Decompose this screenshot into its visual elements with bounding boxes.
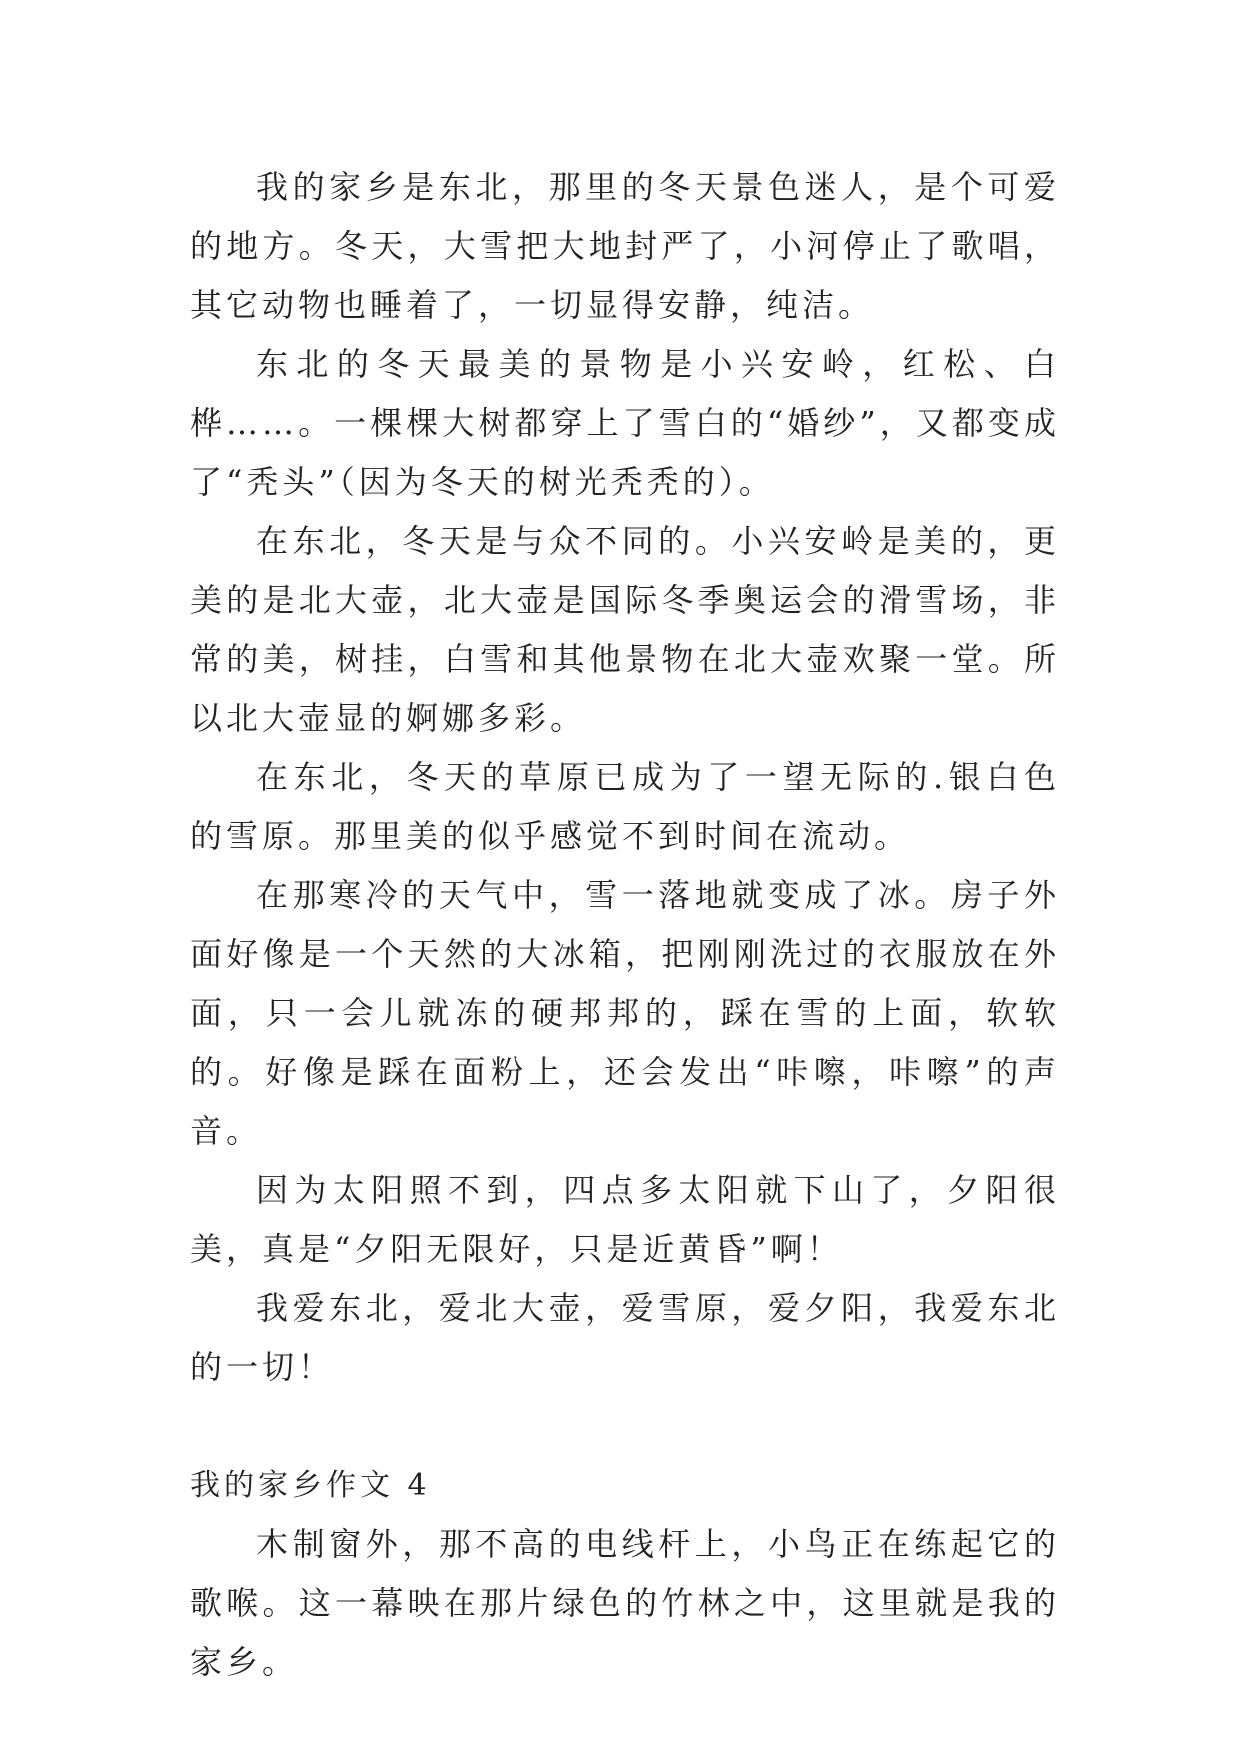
section-title: 我的家乡作文 4 (190, 1468, 431, 1503)
paragraph-7: 我爱东北，爱北大壶，爱雪原，爱夕阳，我爱东北的一切！ (190, 1289, 1060, 1386)
paragraph-1: 我的家乡是东北，那里的冬天景色迷人，是个可爱的地方。冬天，大雪把大地封严了，小河停止了歌唱，其它动物也睡着了，一切显得安静，纯洁。 (190, 168, 1060, 324)
paragraph-2: 东北的冬天最美的景物是小兴安岭，红松、白桦……。一棵棵大树都穿上了雪白的“婚纱”，又都变成了“秃头”（因为冬天的树光秃秃的）。 (190, 345, 1060, 501)
paragraph-3: 在东北，冬天是与众不同的。小兴安岭是美的，更美的是北大壶，北大壶是国际冬季奥运会的滑雪场，非常的美，树挂，白雪和其他景物在北大壶欢聚一堂。所以北大壶显的婀娜多彩。 (190, 522, 1060, 737)
paragraph-6: 因为太阳照不到，四点多太阳就下山了，夕阳很美，真是“夕阳无限好，只是近黄昏”啊！ (190, 1171, 1060, 1268)
document-body (190, 158, 1060, 1692)
paragraph-4: 在东北，冬天的草原已成为了一望无际的.银白色的雪原。那里美的似乎感觉不到时间在流动。 (190, 758, 1060, 855)
paragraph-5: 在那寒冷的天气中，雪一落地就变成了冰。房子外面好像是一个天然的大冰箱，把刚刚洗过的衣服放在外面，只一会儿就冻的硬邦邦的，踩在雪的上面，软软的。好像是踩在面粉上，还会发出“咔嚓，咔嚓”的声音。 (190, 876, 1060, 1150)
paragraph-8: 木制窗外，那不高的电线杆上，小鸟正在练起它的歌喉。这一幕映在那片绿色的竹林之中，这里就是我的家乡。 (190, 1525, 1060, 1681)
